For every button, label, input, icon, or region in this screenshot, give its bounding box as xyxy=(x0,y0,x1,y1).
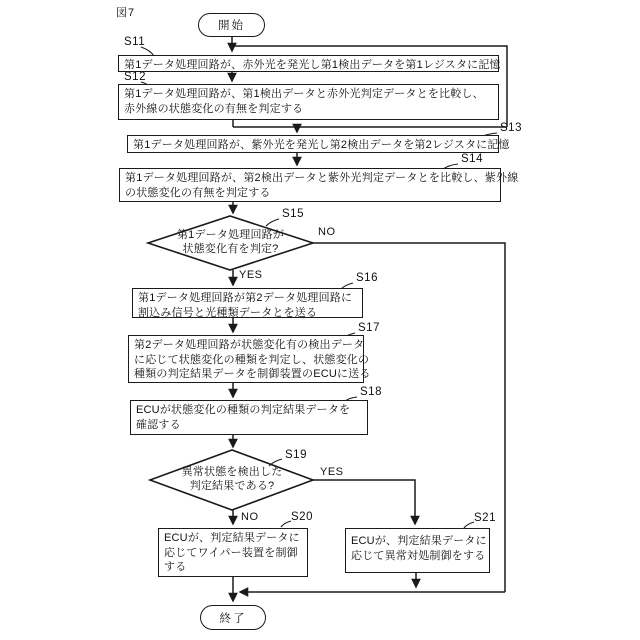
step-label-s15: S15 xyxy=(282,208,304,220)
step-s20-box xyxy=(158,528,308,577)
step-s21-text-line1: ECUが、判定結果データに xyxy=(351,535,487,547)
s15-no-label: NO xyxy=(318,226,336,238)
step-label-s11: S11 xyxy=(124,36,146,48)
step-s11-text: 第1データ処理回路が、赤外光を発光し第1検出データを第1レジスタに記憶 xyxy=(124,59,501,71)
decision-s19-text xyxy=(162,466,302,493)
leader-s15 xyxy=(266,219,279,226)
step-s17-text-line3: 種類の判定結果データを制御装置のECUに送る xyxy=(134,368,371,380)
s15-yes-label: YES xyxy=(239,269,263,281)
leader-s19 xyxy=(269,459,282,466)
step-s14-text-line2: の状態変化の有無を判定する xyxy=(125,186,271,199)
step-label-s21: S21 xyxy=(474,512,496,524)
step-s12-text-line2: 赤外線の状態変化の有無を判定する xyxy=(124,102,304,115)
step-s18-text-line1: ECUが状態変化の種類の判定結果データを xyxy=(136,404,351,416)
step-label-s12: S12 xyxy=(124,71,146,83)
step-s13-text: 第1データ処理回路が、紫外光を発光し第2検出データを第2レジスタに記憶 xyxy=(133,139,510,151)
terminal-start: 開始 xyxy=(198,13,265,37)
decision-s19-line1: 異常状態を検出した xyxy=(181,466,283,478)
step-s21-box xyxy=(345,528,490,573)
step-s16-box xyxy=(132,288,363,318)
step-s14-text-line1: 第1データ処理回路が、第2検出データと紫外光判定データとを比較し、紫外線 xyxy=(125,172,519,184)
step-s20-text-line1: ECUが、判定結果データに xyxy=(164,532,300,544)
terminal-end: 終了 xyxy=(200,605,266,630)
step-label-s14: S14 xyxy=(461,153,483,165)
step-label-s18: S18 xyxy=(360,386,382,398)
step-s18-text-line2: 確認する xyxy=(136,418,181,431)
step-label-s19: S19 xyxy=(285,449,307,461)
step-s14-box xyxy=(119,168,519,202)
s19-no-label: NO xyxy=(241,511,259,523)
s19-yes-label: YES xyxy=(320,466,344,478)
step-label-s13: S13 xyxy=(500,122,522,134)
step-s17-box xyxy=(128,335,371,383)
decision-s15-text xyxy=(158,229,303,256)
step-s20-text-line3: する xyxy=(164,561,187,573)
step-s16-text-line2: 割込み信号と光種類データとを送る xyxy=(138,306,318,319)
step-s11-box xyxy=(118,55,499,72)
decision-s15-line2: 状態変化有を判定? xyxy=(182,242,279,255)
step-s12-text-line1: 第1データ処理回路が、第1検出データと赤外光判定データとを比較し、 xyxy=(124,88,484,100)
step-s18-box xyxy=(130,400,368,435)
figure-label: 図7 xyxy=(116,7,136,19)
step-s12-box xyxy=(118,84,499,120)
step-label-s20: S20 xyxy=(291,511,313,523)
step-s13-box xyxy=(127,135,510,153)
step-label-s16: S16 xyxy=(356,272,378,284)
step-s17-text-line2: に応じて状態変化の種類を判定し、状態変化の xyxy=(134,353,370,366)
leader-s20 xyxy=(281,521,291,527)
step-s20-text-line2: 応じてワイパー装置を制御 xyxy=(164,546,298,559)
step-s16-text-line1: 第1データ処理回路が第2データ処理回路に xyxy=(138,292,353,304)
step-s17-text-line1: 第2データ処理回路が状態変化有の検出データ xyxy=(134,339,365,351)
connector-s19-yes-to-s21 xyxy=(313,480,415,524)
decision-s15-line1: 第1データ処理回路が xyxy=(176,229,285,241)
decision-s19-line2: 判定結果である? xyxy=(189,479,275,492)
step-label-s17: S17 xyxy=(358,322,380,334)
step-s21-text-line2: 応じて異常対処制御をする xyxy=(351,549,486,562)
